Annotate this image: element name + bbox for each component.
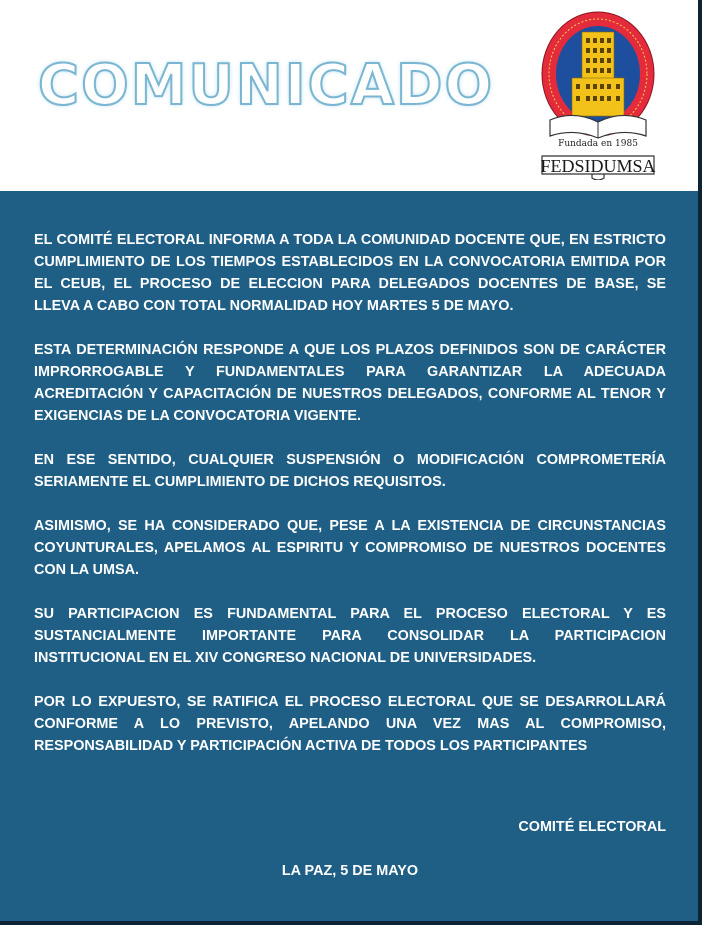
- main-panel: [0, 188, 698, 921]
- communique-body: [34, 229, 666, 779]
- header: [0, 0, 698, 188]
- logo-name: FEDSIDUMSA: [540, 156, 656, 176]
- paragraph-2: ESTA DETERMINACIÓN RESPONDE A QUE LOS PLAZOS DEFINIDOS SON DE CARÁCTER IMPRORROGABLE Y FUNDAMENTALES PARA GARANTIZAR LA ADECUADA ACREDITACIÓN Y CAPACITACIÓN DE NUESTROS DELEGADOS, CONFORME AL TENOR Y EXIGENCIAS DE LA CONVOCATORIA VIGENTE.: [34, 342, 666, 424]
- fedsidumsa-seal-icon: [536, 8, 660, 180]
- logo-founded-text: Fundada en 1985: [558, 139, 638, 149]
- paragraph-4: ASIMISMO, SE HA CONSIDERADO QUE, PESE A LA EXISTENCIA DE CIRCUNSTANCIAS COYUNTURALES, APELAMOS AL ESPIRITU Y COMPROMISO DE NUESTROS DOCENTES CON LA UMSA.: [34, 518, 666, 578]
- paragraph-5: SU PARTICIPACION ES FUNDAMENTAL PARA EL PROCESO ELECTORAL Y ES SUSTANCIALMENTE IMPORTANTE PARA CONSOLIDAR LA PARTICIPACION INSTITUCIONAL EN EL XIV CONGRESO NACIONAL DE UNIVERSIDADES.: [34, 606, 666, 666]
- paragraph-6: POR LO EXPUESTO, SE RATIFICA EL PROCESO ELECTORAL QUE SE DESARROLLARÁ CONFORME A LO PREVISTO, APELANDO UNA VEZ MAS AL COMPROMISO, RESPONSABILIDAD Y PARTICIPACIÓN ACTIVA DE TODOS LOS PARTICIPANTES: [34, 694, 666, 754]
- fedsidumsa-logo: [536, 8, 660, 180]
- signature: COMITÉ ELECTORAL: [518, 819, 666, 835]
- paragraph-3: EN ESE SENTIDO, CUALQUIER SUSPENSIÓN O MODIFICACIÓN COMPROMETERÍA SERIAMENTE EL CUMPLIMIENTO DE DICHOS REQUISITOS.: [34, 452, 666, 490]
- place-date: LA PAZ, 5 DE MAYO: [281, 863, 419, 879]
- paragraph-1: EL COMITÉ ELECTORAL INFORMA A TODA LA COMUNIDAD DOCENTE QUE, EN ESTRICTO CUMPLIMIENTO DE LOS TIEMPOS ESTABLECIDOS EN LA CONVOCATORIA EMITIDA POR EL CEUB, EL PROCESO DE ELECCION PARA DELEGADOS DOCENTES DE BASE, SE LLEVA A CABO CON TOTAL NORMALIDAD HOY MARTES 5 DE MAYO.: [34, 232, 666, 314]
- page-title: COMUNICADO: [38, 53, 495, 118]
